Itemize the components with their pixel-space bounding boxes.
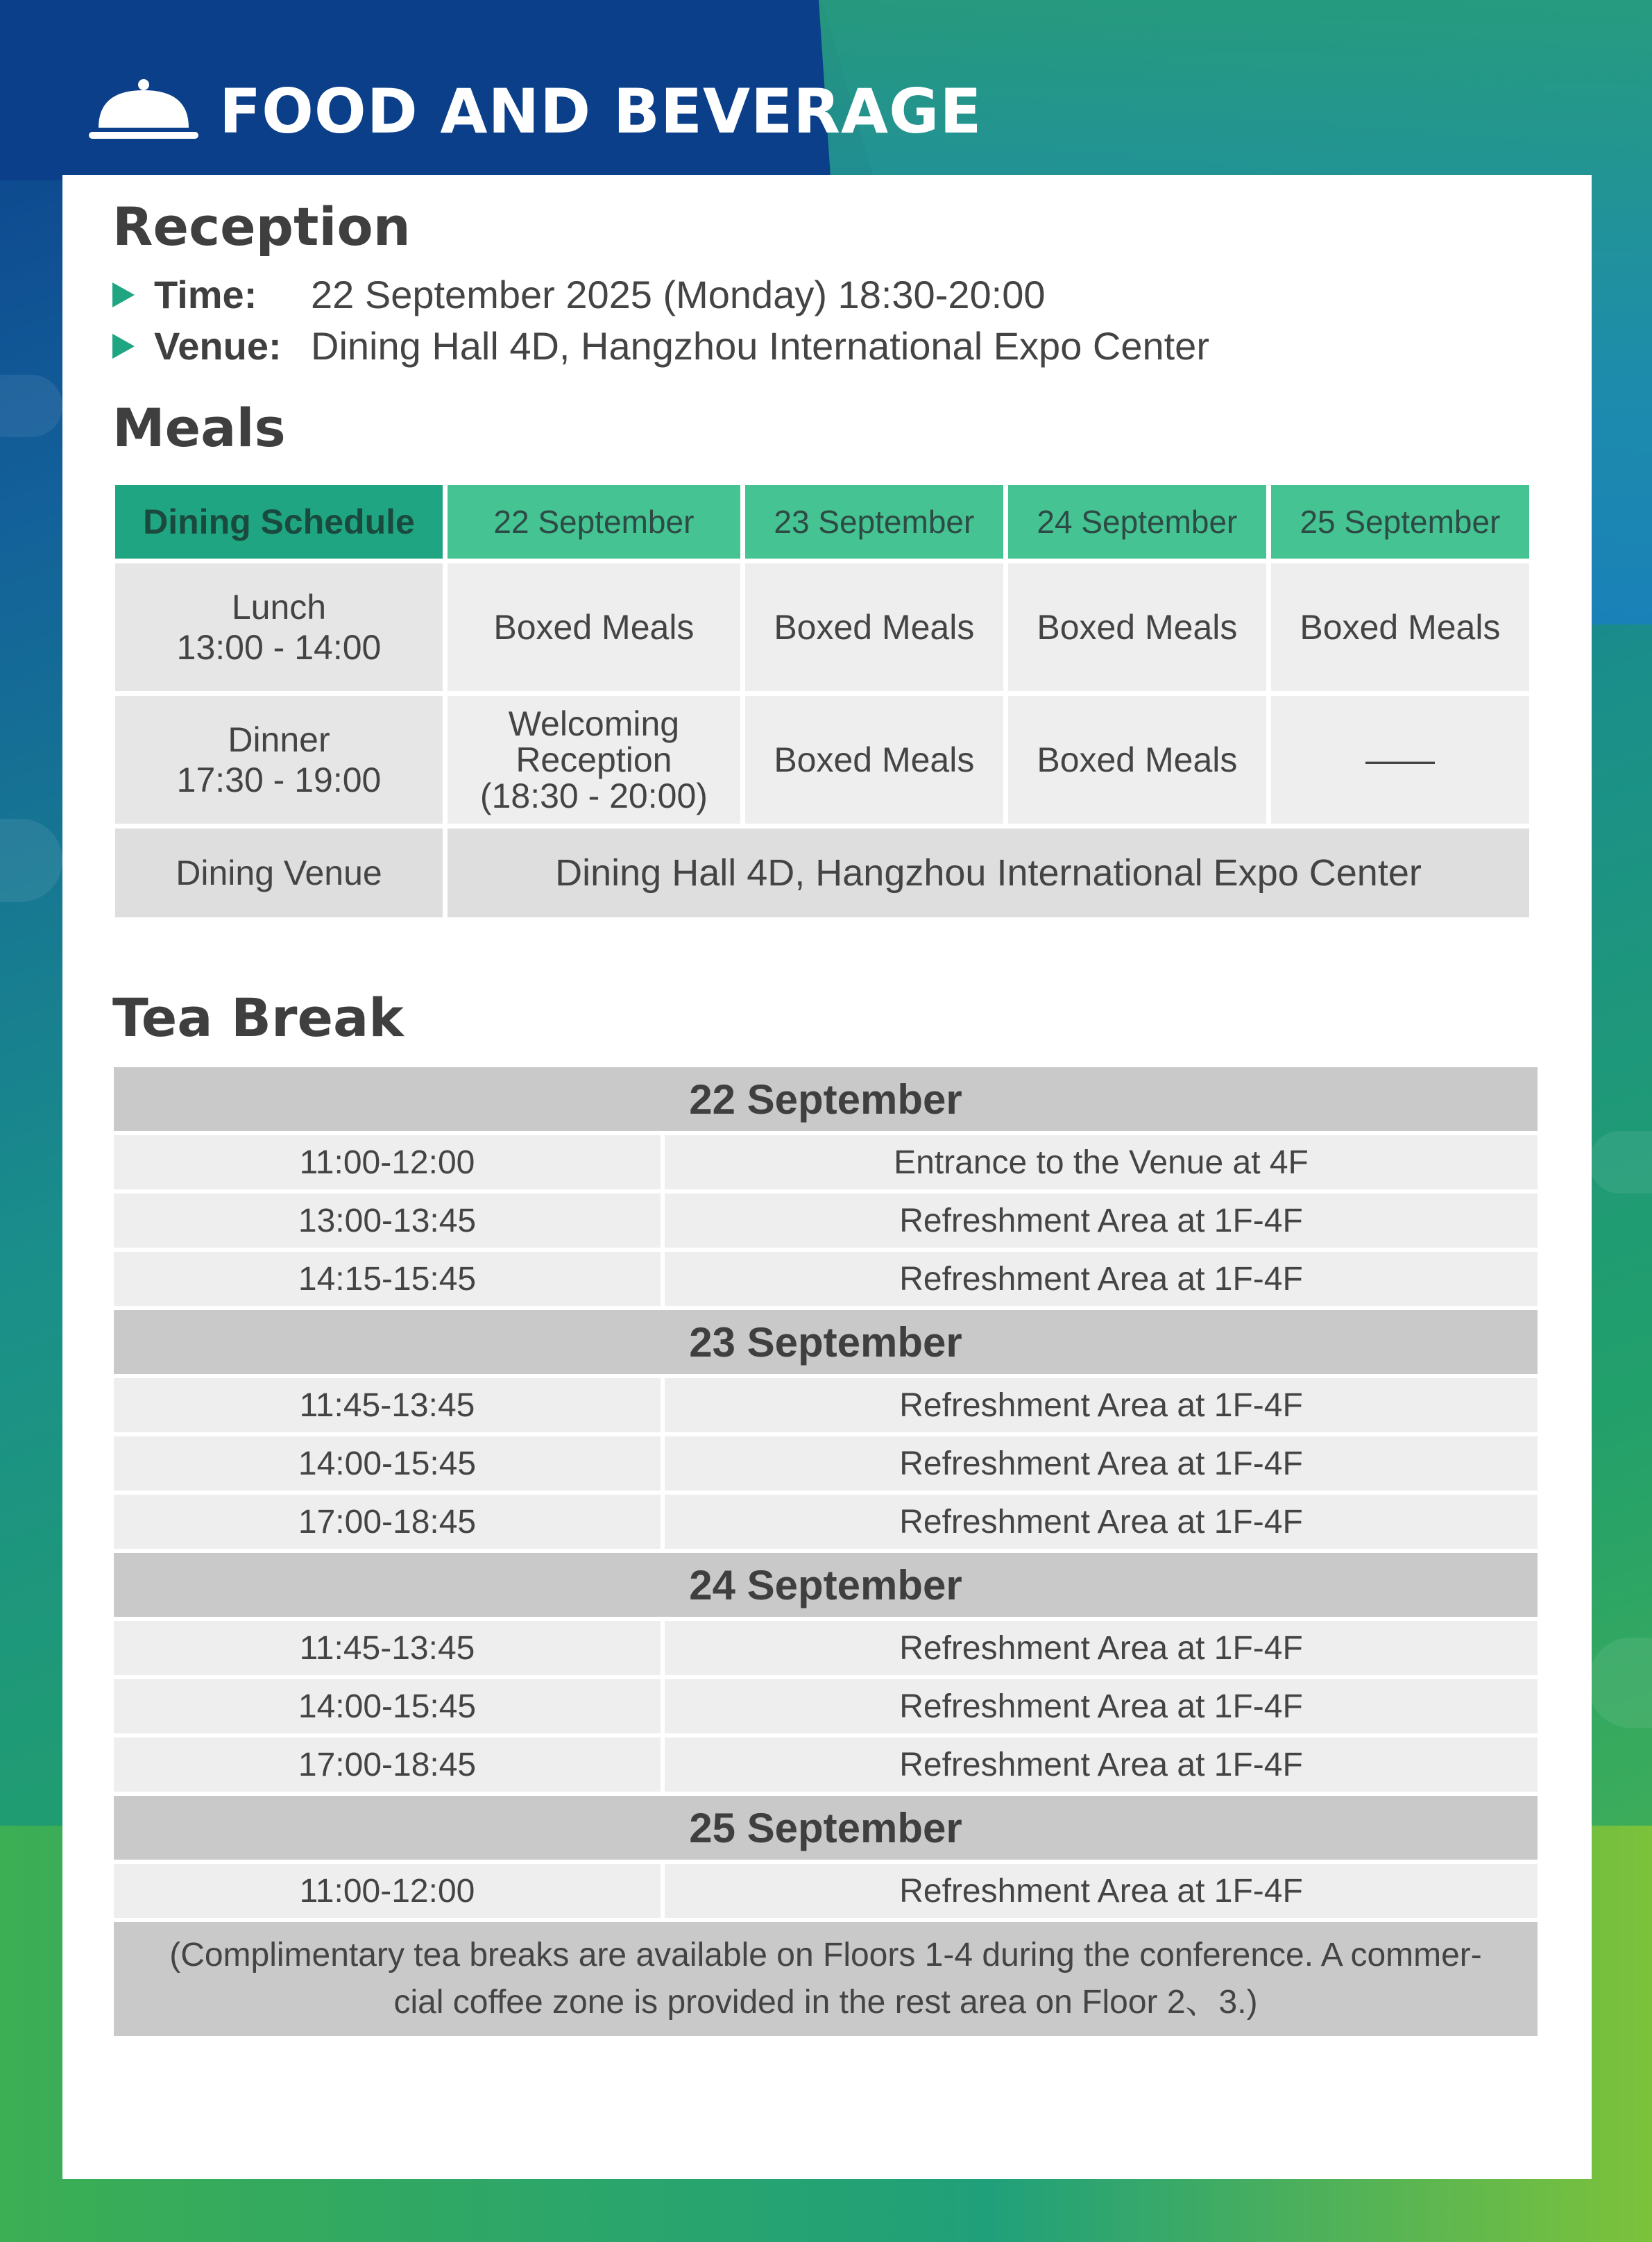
table-row [114, 1194, 1538, 1248]
time-label: Time: [154, 273, 257, 316]
decor-pill [0, 375, 62, 437]
table-row [114, 1495, 1538, 1549]
tea-break-heading: Tea Break [112, 987, 404, 1048]
decor-pill [1589, 1638, 1652, 1728]
lunch-label-cell [115, 563, 443, 691]
tea-place: Refreshment Area at 1F-4F [665, 1194, 1538, 1248]
tea-day-header [114, 1553, 1538, 1617]
dinner-time: 17:30 - 19:00 [176, 761, 382, 799]
table-row [114, 1864, 1538, 1918]
welcome-line: Welcoming [508, 704, 680, 743]
tea-time: 14:00-15:45 [114, 1436, 665, 1491]
meal-cell: Boxed Meals [1008, 696, 1266, 824]
dining-venue-label: Dining Venue [115, 829, 443, 917]
tea-time: 11:45-13:45 [114, 1378, 665, 1432]
tea-place: Refreshment Area at 1F-4F [665, 1738, 1538, 1792]
tea-place: Refreshment Area at 1F-4F [665, 1378, 1538, 1432]
table-row [114, 1252, 1538, 1306]
welcome-line: Reception [516, 740, 672, 779]
tea-time: 14:00-15:45 [114, 1679, 665, 1733]
table-row [114, 1436, 1538, 1491]
content-card [62, 175, 1592, 2179]
reception-venue-row [112, 323, 1209, 368]
tea-time: 13:00-13:45 [114, 1194, 665, 1248]
venue-value: Dining Hall 4D, Hangzhou International Expo Center [311, 324, 1209, 368]
tea-day-date: 22 September [114, 1067, 1538, 1131]
meal-cell: Boxed Meals [745, 696, 1003, 824]
welcoming-reception-cell [448, 696, 740, 824]
tea-day-header [114, 1067, 1538, 1131]
lunch-row [115, 563, 1529, 691]
tea-time: 11:00-12:00 [114, 1864, 665, 1918]
meals-day-header: 22 September [448, 485, 740, 559]
tea-time: 17:00-18:45 [114, 1495, 665, 1549]
bullet-triangle-icon [112, 282, 135, 307]
meal-cell: Boxed Meals [1008, 563, 1266, 691]
tea-place: Refreshment Area at 1F-4F [665, 1495, 1538, 1549]
cloche-icon [89, 78, 198, 144]
decor-pill [1589, 1131, 1652, 1194]
table-row [114, 1679, 1538, 1733]
tea-place: Refreshment Area at 1F-4F [665, 1436, 1538, 1491]
tea-place: Refreshment Area at 1F-4F [665, 1252, 1538, 1306]
venue-label: Venue: [154, 324, 282, 368]
dining-schedule-header: Dining Schedule [115, 485, 443, 559]
tea-time: 11:45-13:45 [114, 1621, 665, 1675]
meals-day-header: 25 September [1271, 485, 1529, 559]
tea-time: 11:00-12:00 [114, 1135, 665, 1189]
dining-venue-value: Dining Hall 4D, Hangzhou International Expo Center [448, 829, 1529, 917]
meal-cell: Boxed Meals [448, 563, 740, 691]
page-header [89, 69, 982, 153]
tea-day-date: 23 September [114, 1310, 1538, 1374]
meals-table [110, 480, 1534, 922]
tea-time: 17:00-18:45 [114, 1738, 665, 1792]
meal-cell-empty: —— [1271, 696, 1529, 824]
reception-heading: Reception [112, 196, 411, 257]
table-row [114, 1378, 1538, 1432]
meals-header-row [115, 485, 1529, 559]
reception-time-row [112, 272, 1045, 317]
lunch-time: 13:00 - 14:00 [176, 628, 382, 667]
decor-pill [0, 819, 62, 902]
tea-note [114, 1922, 1538, 2036]
tea-note-line: cial coffee zone is provided in the rest area on Floor 2、3.) [393, 1984, 1258, 2021]
meal-cell: Boxed Meals [745, 563, 1003, 691]
dining-venue-row [115, 829, 1529, 917]
page-title: FOOD AND BEVERAGE [219, 75, 982, 147]
tea-place: Refreshment Area at 1F-4F [665, 1679, 1538, 1733]
lunch-label: Lunch [231, 588, 327, 627]
meals-heading: Meals [112, 397, 286, 459]
bullet-triangle-icon [112, 334, 135, 359]
table-row [114, 1738, 1538, 1792]
table-row [114, 1135, 1538, 1189]
tea-day-header [114, 1310, 1538, 1374]
tea-place: Refreshment Area at 1F-4F [665, 1864, 1538, 1918]
time-value: 22 September 2025 (Monday) 18:30-20:00 [311, 273, 1046, 316]
tea-day-date: 24 September [114, 1553, 1538, 1617]
table-row [114, 1621, 1538, 1675]
dinner-label: Dinner [228, 720, 330, 759]
welcome-line: (18:30 - 20:00) [479, 776, 708, 815]
meal-cell: Boxed Meals [1271, 563, 1529, 691]
tea-day-date: 25 September [114, 1796, 1538, 1860]
tea-day-header [114, 1796, 1538, 1860]
tea-note-row [114, 1922, 1538, 2036]
tea-place: Refreshment Area at 1F-4F [665, 1621, 1538, 1675]
dinner-label-cell [115, 696, 443, 824]
tea-note-line: (Complimentary tea breaks are available on Floors 1-4 during the conference. A commer- [169, 1937, 1482, 1973]
meals-day-header: 24 September [1008, 485, 1266, 559]
dinner-row [115, 696, 1529, 824]
meals-day-header: 23 September [745, 485, 1003, 559]
tea-place: Entrance to the Venue at 4F [665, 1135, 1538, 1189]
tea-time: 14:15-15:45 [114, 1252, 665, 1306]
tea-break-table [114, 1063, 1538, 2040]
